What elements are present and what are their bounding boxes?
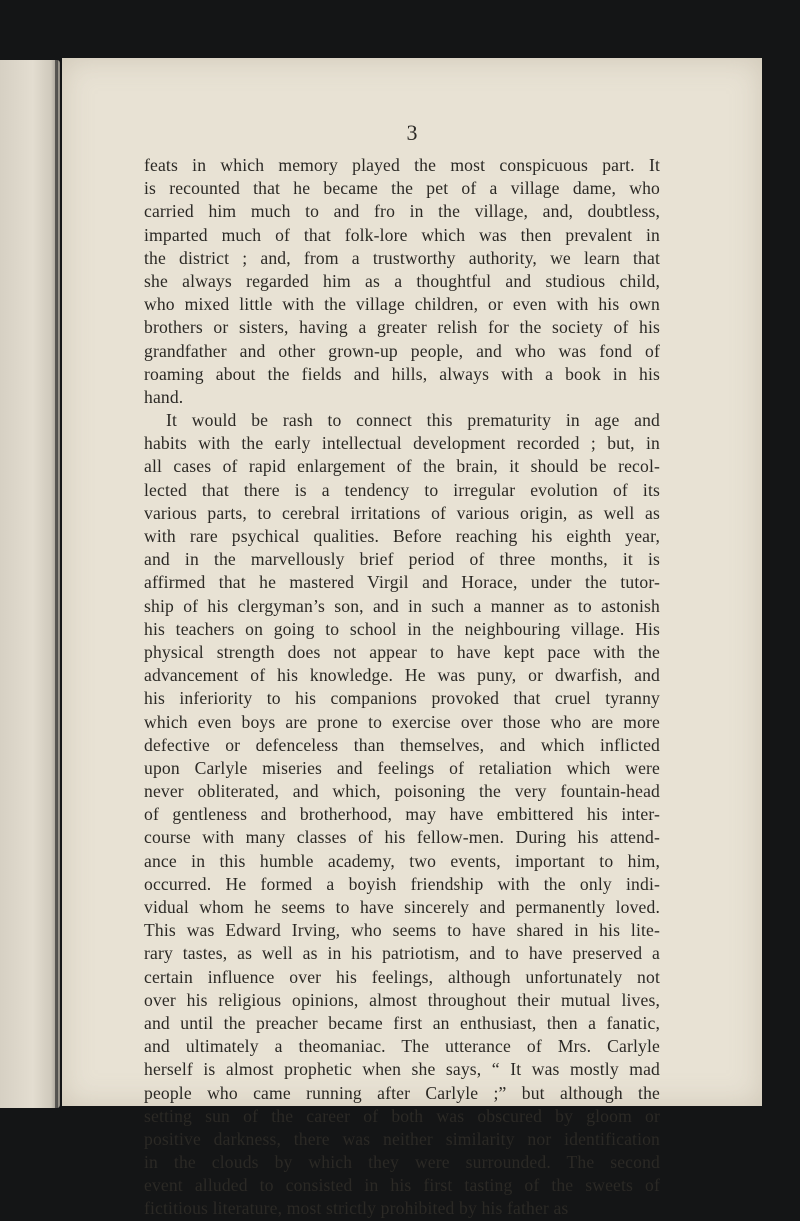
text-line: certain influence over his feelings, although unfortunately not bbox=[144, 966, 660, 987]
text-line: defective or defenceless than themselves, and which inflicted bbox=[144, 734, 660, 755]
body-text bbox=[144, 154, 660, 1221]
text-line: fictitious literature, most strictly prohibited by his father as bbox=[144, 1198, 569, 1219]
text-line: and ultimately a theomaniac. The utterance of Mrs. Carlyle bbox=[144, 1036, 660, 1057]
facing-page-edge bbox=[0, 60, 60, 1108]
text-line: herself is almost prophetic when she says, “ It was mostly mad bbox=[144, 1059, 660, 1080]
text-line: advancement of his knowledge. He was puny, or dwarfish, and bbox=[144, 665, 660, 686]
text-line: ance in this humble academy, two events, important to him, bbox=[144, 850, 660, 871]
text-line: his inferiority to his companions provoked that cruel tyranny bbox=[144, 688, 660, 709]
text-line: upon Carlyle miseries and feelings of retaliation which were bbox=[144, 757, 660, 778]
text-line: roaming about the fields and hills, always with a book in his bbox=[144, 363, 660, 384]
book-page bbox=[62, 58, 762, 1219]
text-line: and in the marvellously brief period of three months, it is bbox=[144, 549, 660, 570]
text-line: rary tastes, as well as in his patriotism, and to have preserved a bbox=[144, 943, 660, 964]
text-line: occurred. He formed a boyish friendship with the only indi- bbox=[144, 873, 660, 894]
text-line: never obliterated, and which, poisoning the very fountain-head bbox=[144, 781, 660, 802]
text-line: grandfather and other grown-up people, and who was fond of bbox=[144, 340, 660, 361]
text-line: This was Edward Irving, who seems to have shared in his lite- bbox=[144, 920, 660, 941]
text-line: affirmed that he mastered Virgil and Horace, under the tutor- bbox=[144, 572, 660, 593]
text-line: ship of his clergyman’s son, and in such a manner as to astonish bbox=[144, 595, 660, 616]
text-line: she always regarded him as a thoughtful and studious child, bbox=[144, 270, 660, 291]
text-line: course with many classes of his fellow-men. During his attend- bbox=[144, 827, 660, 848]
text-line: over his religious opinions, almost throughout their mutual lives, bbox=[144, 989, 660, 1010]
text-line: various parts, to cerebral irritations of various origin, as well as bbox=[144, 502, 660, 523]
text-line: people who came running after Carlyle ;” but although the bbox=[144, 1082, 660, 1103]
text-line: his teachers on going to school in the neighbouring village. His bbox=[144, 618, 660, 639]
text-line: with rare psychical qualities. Before reaching his eighth year, bbox=[144, 526, 660, 546]
text-line: setting sun of the career of both was obscured by gloom or bbox=[144, 1105, 660, 1126]
text-line: physical strength does not appear to have kept pace with the bbox=[144, 641, 660, 662]
text-line: event alluded to consisted in his first tasting of the sweets of bbox=[144, 1175, 660, 1196]
text-line: lected that there is a tendency to irregular evolution of its bbox=[144, 479, 660, 500]
text-line: habits with the early intellectual development recorded ; but, in bbox=[144, 433, 660, 454]
text-line: imparted much of that folk-lore which was then prevalent in bbox=[144, 224, 660, 245]
text-line: vidual whom he seems to have sincerely and permanently loved. bbox=[144, 897, 660, 917]
text-line: and until the preacher became first an enthusiast, then a fanatic, bbox=[144, 1012, 660, 1033]
text-line: brothers or sisters, having a greater relish for the society of his bbox=[144, 317, 660, 338]
text-line: who mixed little with the village children, or even with his own bbox=[144, 294, 660, 315]
text-line: feats in which memory played the most conspicuous part. It bbox=[144, 155, 660, 175]
text-line: positive darkness, there was neither similarity nor identification bbox=[144, 1128, 660, 1149]
text-line: hand. bbox=[144, 386, 184, 407]
text-line: all cases of rapid enlargement of the brain, it should be recol- bbox=[144, 456, 660, 477]
text-line: the district ; and, from a trustworthy authority, we learn that bbox=[144, 247, 660, 268]
text-line: of gentleness and brotherhood, may have embittered his inter- bbox=[144, 804, 660, 825]
text-line: It would be rash to connect this prematurity in age and bbox=[166, 410, 660, 431]
text-line: which even boys are prone to exercise over those who are more bbox=[144, 711, 660, 732]
text-line: is recounted that he became the pet of a village dame, who bbox=[144, 178, 660, 199]
page-number: 3 bbox=[406, 120, 418, 145]
text-line: carried him much to and fro in the village, and, doubtless, bbox=[144, 201, 660, 222]
text-line: in the clouds by which they were surrounded. The second bbox=[144, 1152, 660, 1173]
